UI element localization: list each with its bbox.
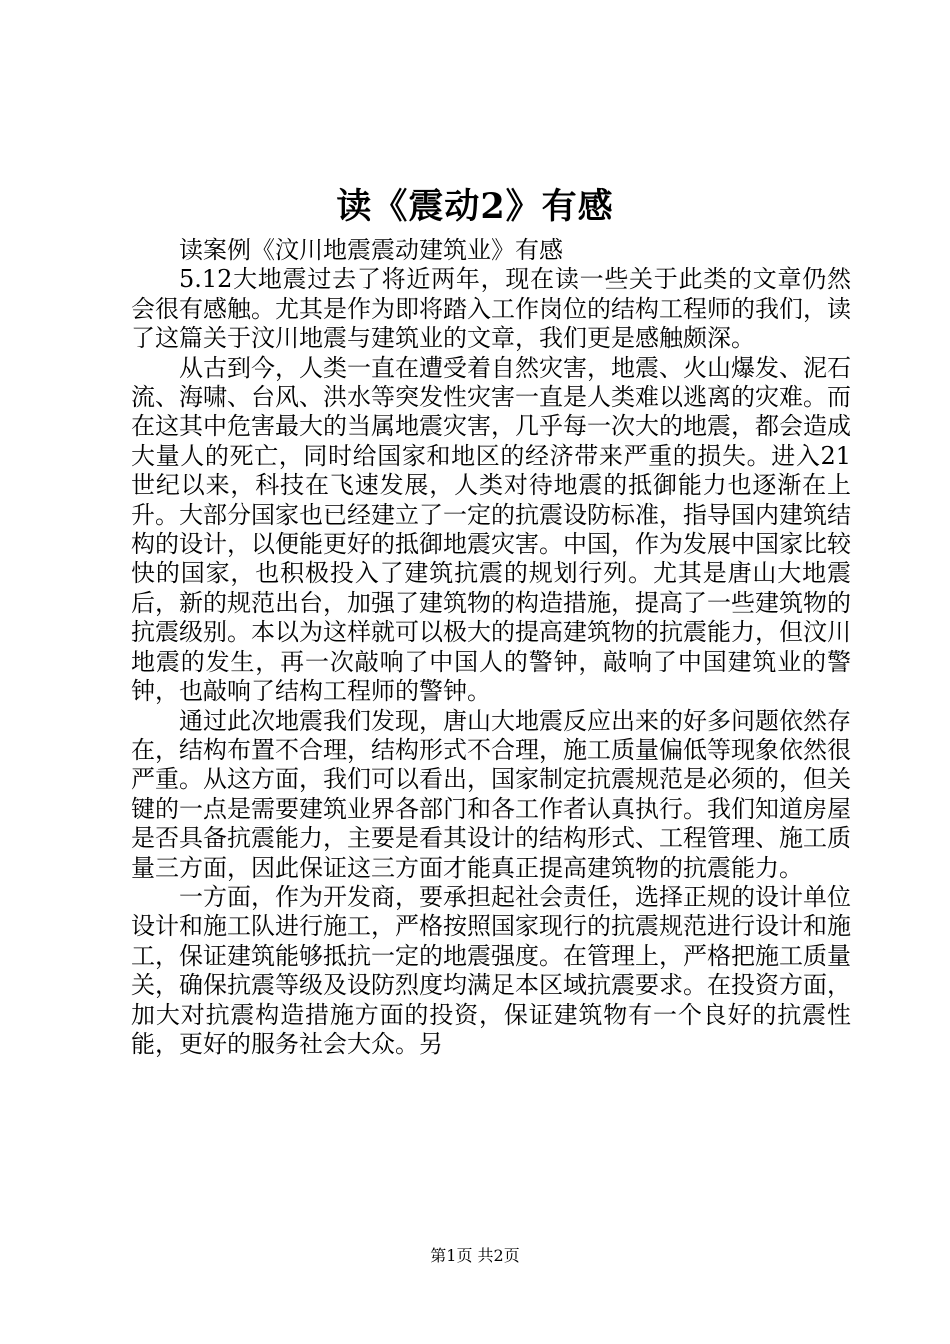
paragraph-3: 通过此次地震我们发现，唐山大地震反应出来的好多问题依然存在，结构布置不合理，结构形式不合理，施工质量偏低等现象依然很严重。从这方面，我们可以看出，国家制定抗震规范是必须的，但关键的一点是需要建筑业界各部门和各工作者认真执行。我们知道房屋是否具备抗震能力，主要是看其设计的结构形式、工程管理、施工质量三方面，因此保证这三方面才能真正提高建筑物的抗震能力。 xyxy=(131,706,851,882)
paragraph-4: 一方面，作为开发商，要承担起社会责任，选择正规的设计单位设计和施工队进行施工，严格按照国家现行的抗震规范进行设计和施工，保证建筑能够抵抗一定的地震强度。在管理上，严格把施工质量关，确保抗震等级及设防烈度均满足本区域抗震要求。在投资方面，加大对抗震构造措施方面的投资，保证建筑物有一个良好的抗震性能，更好的服务社会大众。另 xyxy=(131,882,851,1058)
document-title: 读《震动2》有感 xyxy=(336,186,614,227)
paragraph-1: 5.12大地震过去了将近两年，现在读一些关于此类的文章仍然会很有感触。尤其是作为即将踏入工作岗位的结构工程师的我们，读了这篇关于汶川地震与建筑业的文章，我们更是感触颇深。 xyxy=(131,265,851,353)
page-footer: 第1页 共2页 xyxy=(430,1246,520,1265)
document-subtitle: 读案例《汶川地震震动建筑业》有感 xyxy=(179,236,563,264)
document-body xyxy=(131,236,851,1059)
paragraph-2: 从古到今，人类一直在遭受着自然灾害，地震、火山爆发、泥石流、海啸、台风、洪水等突发性灾害一直是人类难以逃离的灾难。而在这其中危害最大的当属地震灾害，几乎每一次大的地震，都会造成大量人的死亡，同时给国家和地区的经济带来严重的损失。进入21世纪以来，科技在飞速发展，人类对待地震的抵御能力也逐渐在上升。大部分国家也已经建立了一定的抗震设防标准，指导国内建筑结构的设计，以便能更好的抵御地震灾害。中国，作为发展中国家比较快的国家，也积极投入了建筑抗震的规划行列。尤其是唐山大地震后，新的规范出台，加强了建筑物的构造措施，提高了一些建筑物的抗震级别。本以为这样就可以极大的提高建筑物的抗震能力，但汶川地震的发生，再一次敲响了中国人的警钟，敲响了中国建筑业的警钟，也敲响了结构工程师的警钟。 xyxy=(131,353,851,706)
